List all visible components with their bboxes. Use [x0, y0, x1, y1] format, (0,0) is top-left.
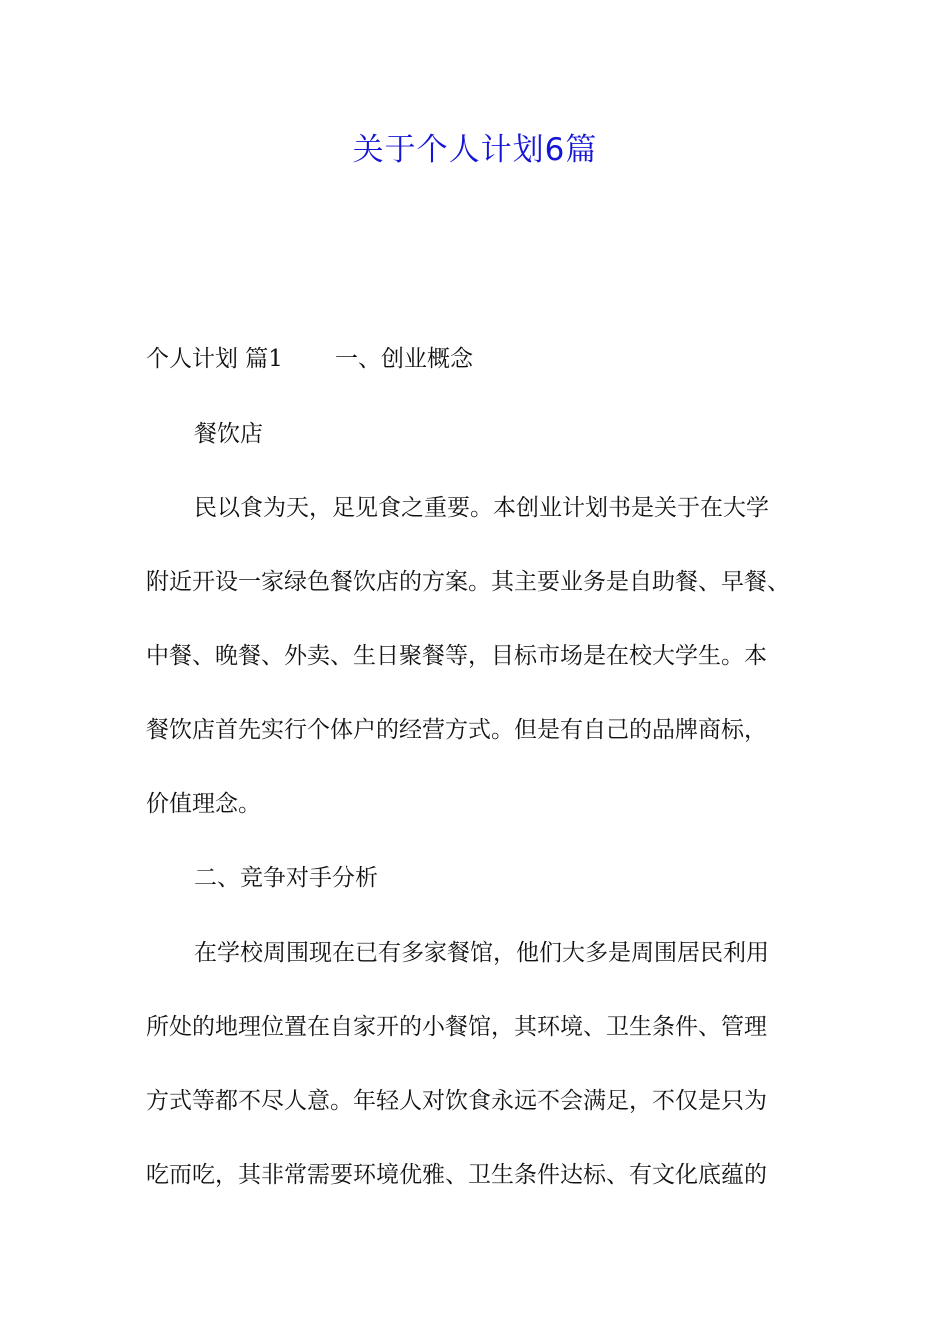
paragraph-line: 吃而吃，其非常需要环境优雅、卫生条件达标、有文化底蕴的 — [146, 1162, 767, 1188]
first-heading: 一、创业概念 — [334, 346, 473, 372]
paragraph-line: 所处的地理位置在自家开的小餐馆，其环境、卫生条件、管理 — [146, 1014, 767, 1040]
plan-label: 个人计划 篇1 — [146, 346, 283, 372]
paragraph-line: 中餐、晚餐、外卖、生日聚餐等，目标市场是在校大学生。本 — [146, 643, 767, 669]
paragraph-line: 附近开设一家绿色餐饮店的方案。其主要业务是自助餐、早餐、 — [146, 569, 790, 595]
paragraph-line: 方式等都不尽人意。年轻人对饮食永远不会满足，不仅是只为 — [146, 1088, 767, 1114]
document-title: 关于个人计划6篇 — [352, 132, 598, 168]
paragraph-line: 民以食为天，足见食之重要。本创业计划书是关于在大学 — [194, 495, 769, 521]
section-heading-line — [146, 343, 473, 375]
paragraph-line: 价值理念。 — [146, 791, 261, 817]
paragraph-line: 餐饮店 — [194, 421, 263, 447]
paragraph-line: 在学校周围现在已有多家餐馆，他们大多是周围居民利用 — [194, 940, 769, 966]
section-heading: 二、竞争对手分析 — [194, 865, 378, 891]
paragraph-line: 餐饮店首先实行个体户的经营方式。但是有自己的品牌商标， — [146, 717, 767, 743]
